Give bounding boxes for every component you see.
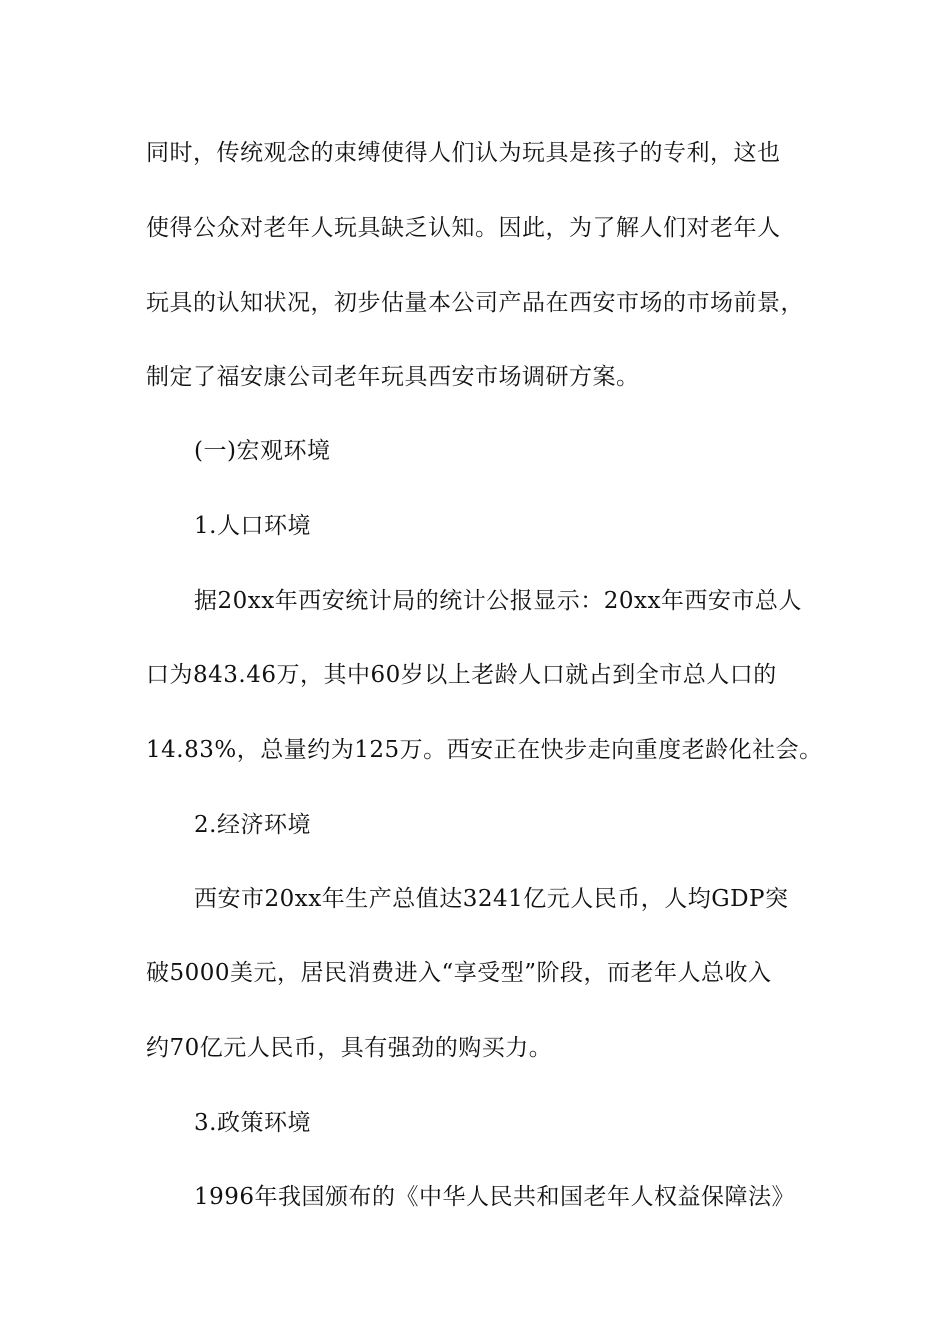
paragraph-line: 同时，传统观念的束缚使得人们认为玩具是孩子的专利，这也 [146, 140, 781, 166]
subsection-heading: 2.经济环境 [194, 812, 311, 838]
section-heading: (一)宏观环境 [194, 438, 331, 464]
paragraph-line: 口为843.46万，其中60岁以上老龄人口就占到全市总人口的 [146, 662, 777, 688]
paragraph-line: 西安市20xx年生产总值达3241亿元人民币，人均GDP突 [194, 886, 789, 912]
paragraph-line: 14.83%，总量约为125万。西安正在快步走向重度老龄化社会。 [146, 737, 823, 763]
paragraph-line: 约70亿元人民币，具有强劲的购买力。 [146, 1035, 553, 1061]
subsection-heading: 3.政策环境 [194, 1110, 311, 1136]
paragraph-line: 使得公众对老年人玩具缺乏认知。因此，为了解人们对老年人 [146, 215, 781, 241]
paragraph-line: 破5000美元，居民消费进入“享受型”阶段，而老年人总收入 [146, 960, 772, 986]
paragraph-line: 制定了福安康公司老年玩具西安市场调研方案。 [146, 364, 640, 390]
paragraph-line: 玩具的认知状况，初步估量本公司产品在西安市场的市场前景， [146, 290, 804, 316]
paragraph-line: 1996年我国颁布的《中华人民共和国老年人权益保障法》 [194, 1184, 796, 1210]
subsection-heading: 1.人口环境 [194, 513, 311, 539]
paragraph-line: 据20xx年西安统计局的统计公报显示：20xx年西安市总人 [194, 588, 802, 614]
